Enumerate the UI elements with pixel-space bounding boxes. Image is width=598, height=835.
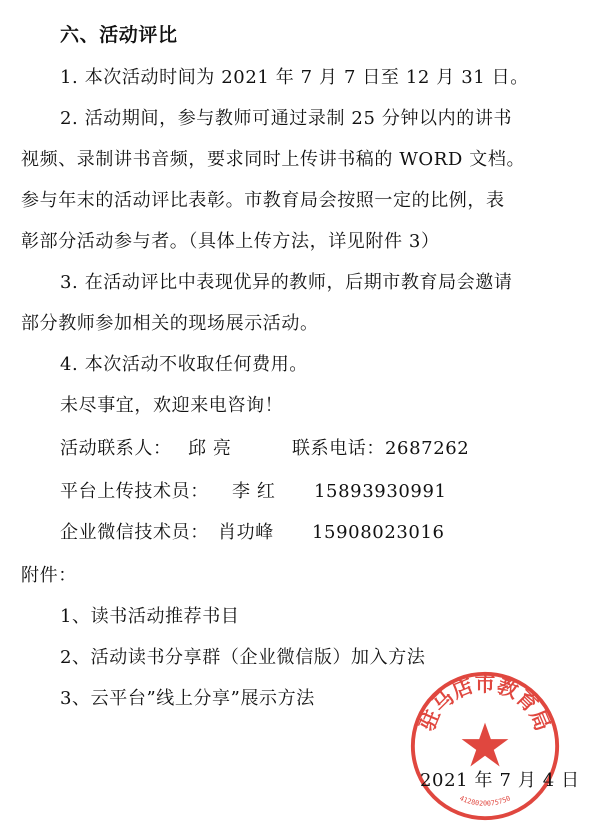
- seal-number: [458, 794, 511, 807]
- attachment-item: 1、读书活动推荐书目: [60, 606, 240, 627]
- contact-name: 邱 亮: [188, 438, 232, 459]
- contact-label: 企业微信技术员：: [60, 522, 209, 543]
- item-3-line-1: 3. 在活动评比中表现优异的教师，后期市教育局会邀请: [60, 272, 513, 293]
- section-title: 六、活动评比: [60, 24, 178, 46]
- star-icon: [462, 723, 509, 767]
- item-3-line-2: 部分教师参加相关的现场展示活动。: [21, 313, 319, 334]
- contact-name: 李 红: [232, 481, 276, 502]
- contact-phone: 15908023016: [312, 522, 445, 543]
- contact-label: 活动联系人：: [60, 438, 172, 459]
- closing-note: 未尽事宜，欢迎来电咨询！: [60, 395, 284, 416]
- attachment-item: 3、云平台”线上分享”展示方法: [60, 688, 315, 709]
- document-date: 2021 年 7 月 4 日: [420, 770, 580, 791]
- contact-name: 肖功峰: [218, 522, 274, 543]
- item-2-line-2: 视频、录制讲书音频，要求同时上传讲书稿的 WORD 文档。: [21, 149, 526, 170]
- item-2-line-3: 参与年末的活动评比表彰。市教育局会按照一定的比例，表: [21, 190, 505, 211]
- item-2-line-4: 彰部分活动参与者。（具体上传方法，详见附件 3）: [21, 231, 440, 252]
- attachment-item: 2、活动读书分享群（企业微信版）加入方法: [60, 647, 426, 668]
- contact-phone: 15893930991: [314, 481, 447, 502]
- item-4-line: 4. 本次活动不收取任何费用。: [60, 354, 308, 375]
- seal-text-path: 驻马店市教育局: [415, 671, 555, 735]
- official-seal: [407, 668, 563, 824]
- contact-phone: 联系电话：2687262: [292, 438, 470, 459]
- item-2-line-1: 2. 活动期间，参与教师可通过录制 25 分钟以内的讲书: [60, 108, 513, 129]
- seal-number-path: 4128020075750: [458, 794, 512, 808]
- contact-label: 平台上传技术员：: [60, 481, 209, 502]
- item-1-line: 1. 本次活动时间为 2021 年 7 月 7 日至 12 月 31 日。: [60, 67, 529, 88]
- attachments-label: 附件：: [21, 565, 77, 586]
